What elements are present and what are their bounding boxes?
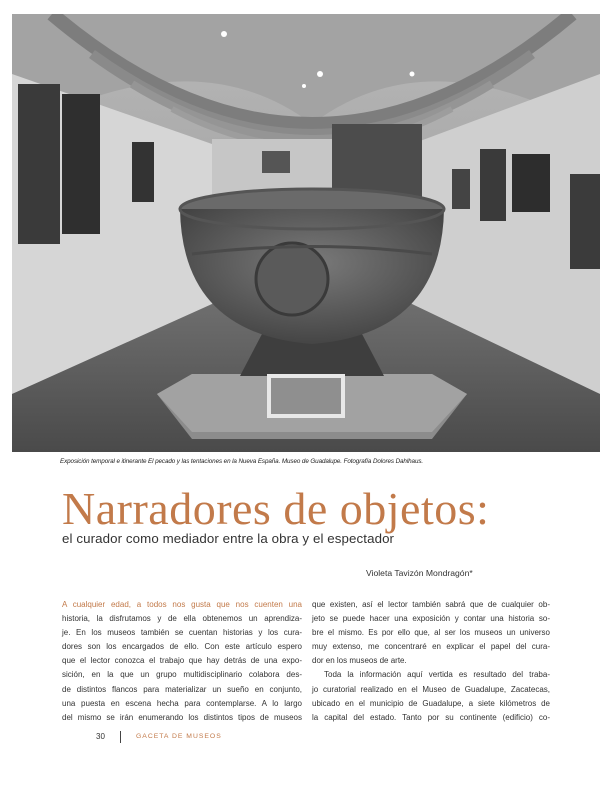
body-line: jo curatorial realizado en el Museo de Guadalupe, Zacatecas,	[312, 684, 550, 694]
article-author: Violeta Tavizón Mondragón*	[366, 568, 473, 578]
body-line: que el lector conozca el trabajo que hay detrás de una expo-	[62, 656, 302, 666]
article-subtitle: el curador como mediador entre la obra y el espectador	[62, 531, 395, 546]
body-line: muy extenso, me concentraré en explicar el papel del cura-	[312, 642, 550, 652]
body-lead-line: A cualquier edad, a todos nos gusta que nos cuenten una	[62, 600, 302, 609]
body-column-right	[312, 598, 550, 725]
body-line: la capital del estado. Tanto por su continente (edificio) co-	[312, 712, 550, 722]
body-column-left	[62, 598, 302, 725]
article-title: Narradores de objetos:	[62, 483, 490, 534]
body-line: dor en los museos de arte.	[312, 656, 407, 666]
exhibition-photo	[12, 14, 600, 452]
magazine-name: GACETA DE MUSEOS	[136, 733, 222, 740]
body-line: que existen, así el lector también sabrá que de cualquier ob-	[312, 600, 550, 609]
body-line: Toda la información aquí vertida es resultado del traba-	[324, 670, 550, 680]
photo-caption: Exposición temporal e itinerante El pecado y las tentaciones en la Nueva España. Museo de Guadalupe. Fotografía Dolores Dahlhaus.	[60, 458, 424, 465]
body-line: del mismo se irán enumerando los distintos tipos de museos	[62, 712, 302, 722]
body-line: bre el mismo. Es por ello que, al ser los museos un universo	[312, 628, 550, 638]
body-line: historia, la disfrutamos y de ella obtenemos un aprendiza-	[62, 614, 302, 624]
exhibition-photo-drawing	[12, 14, 600, 452]
body-line: ubicado en el municipio de Guadalupe, a siete kilómetros de	[312, 698, 550, 708]
body-line: de distintos flancos para materializar un sueño en conjunto,	[62, 684, 302, 694]
body-line: una puesta en escena hecha para contemplarse. A lo largo	[62, 698, 302, 708]
body-line: je. En los museos también se cuentan historias y los cura-	[62, 628, 302, 638]
footer-divider	[120, 731, 121, 743]
body-line: sición, en la que un grupo multidisciplinario colabora des-	[62, 670, 302, 680]
body-line: dores son los encargados de ello. Con este artículo espero	[62, 642, 302, 652]
page-number: 30	[96, 732, 105, 741]
body-line: jeto se puede hacer una exposición y contar una historia so-	[312, 614, 550, 624]
